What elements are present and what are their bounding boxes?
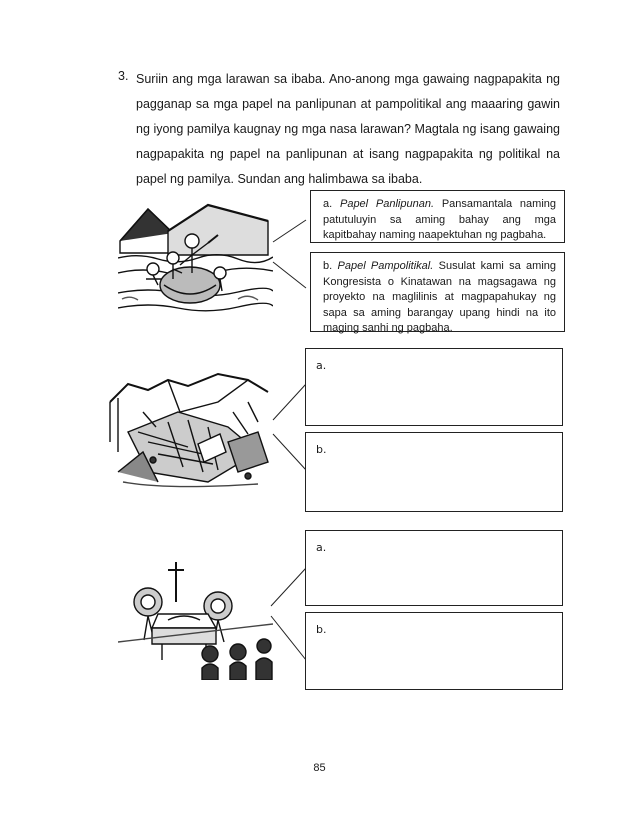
example-a-text: Pansamantala naming patutuluyin sa aming bahay ang mga kapitbahay naming naapektuhan ng pagbaha. (323, 198, 557, 241)
answer-3b-label: b. (316, 623, 327, 636)
collapsed-building-illustration (108, 372, 273, 492)
answer-box-3a[interactable] (305, 530, 563, 606)
answer-2a-label: a. (316, 359, 327, 372)
question-number: 3. (118, 69, 129, 83)
funeral-wake-illustration (118, 562, 273, 680)
connector-line (272, 218, 308, 290)
answer-box-3b[interactable] (305, 612, 563, 690)
answer-3a-label: a. (316, 541, 327, 554)
example-b-label: Papel Pampolitikal. (337, 260, 434, 272)
question-text: Suriin ang mga larawan sa ibaba. Ano-anong mga gawaing nagpapakita ng pagganap sa mga papel na panlipunan at pampolitikal ang maaaring gawin ng iyong pamilya kaugnay ng mga nasa larawan? Magtala ng isang gawaing nagpapakita ng papel na panlipunan at isang nagpapakita ng politikal na papel ng pamilya. Sundan ang halimbawa sa ibaba. (136, 72, 560, 186)
example-b-text: Susulat kami sa aming Kongresista o Kinatawan na magsagawa ng proyekto na maglilinis at magpapahukay ng sapa sa aming barangay upang hindi na ito maging sanhi ng pagbaha. (323, 260, 556, 334)
connector-line (270, 566, 308, 662)
example-a-label: Papel Panlipunan. (339, 198, 435, 210)
example-a-prefix: a. (323, 198, 333, 210)
connector-line (272, 382, 308, 472)
page-number: 85 (313, 762, 326, 774)
example-b-prefix: b. (323, 260, 333, 272)
example-answer-a-box (310, 190, 565, 243)
answer-box-2b[interactable] (305, 432, 563, 512)
answer-box-2a[interactable] (305, 348, 563, 426)
answer-2b-label: b. (316, 443, 327, 456)
flood-illustration (118, 203, 273, 318)
example-answer-b-box (310, 252, 565, 332)
